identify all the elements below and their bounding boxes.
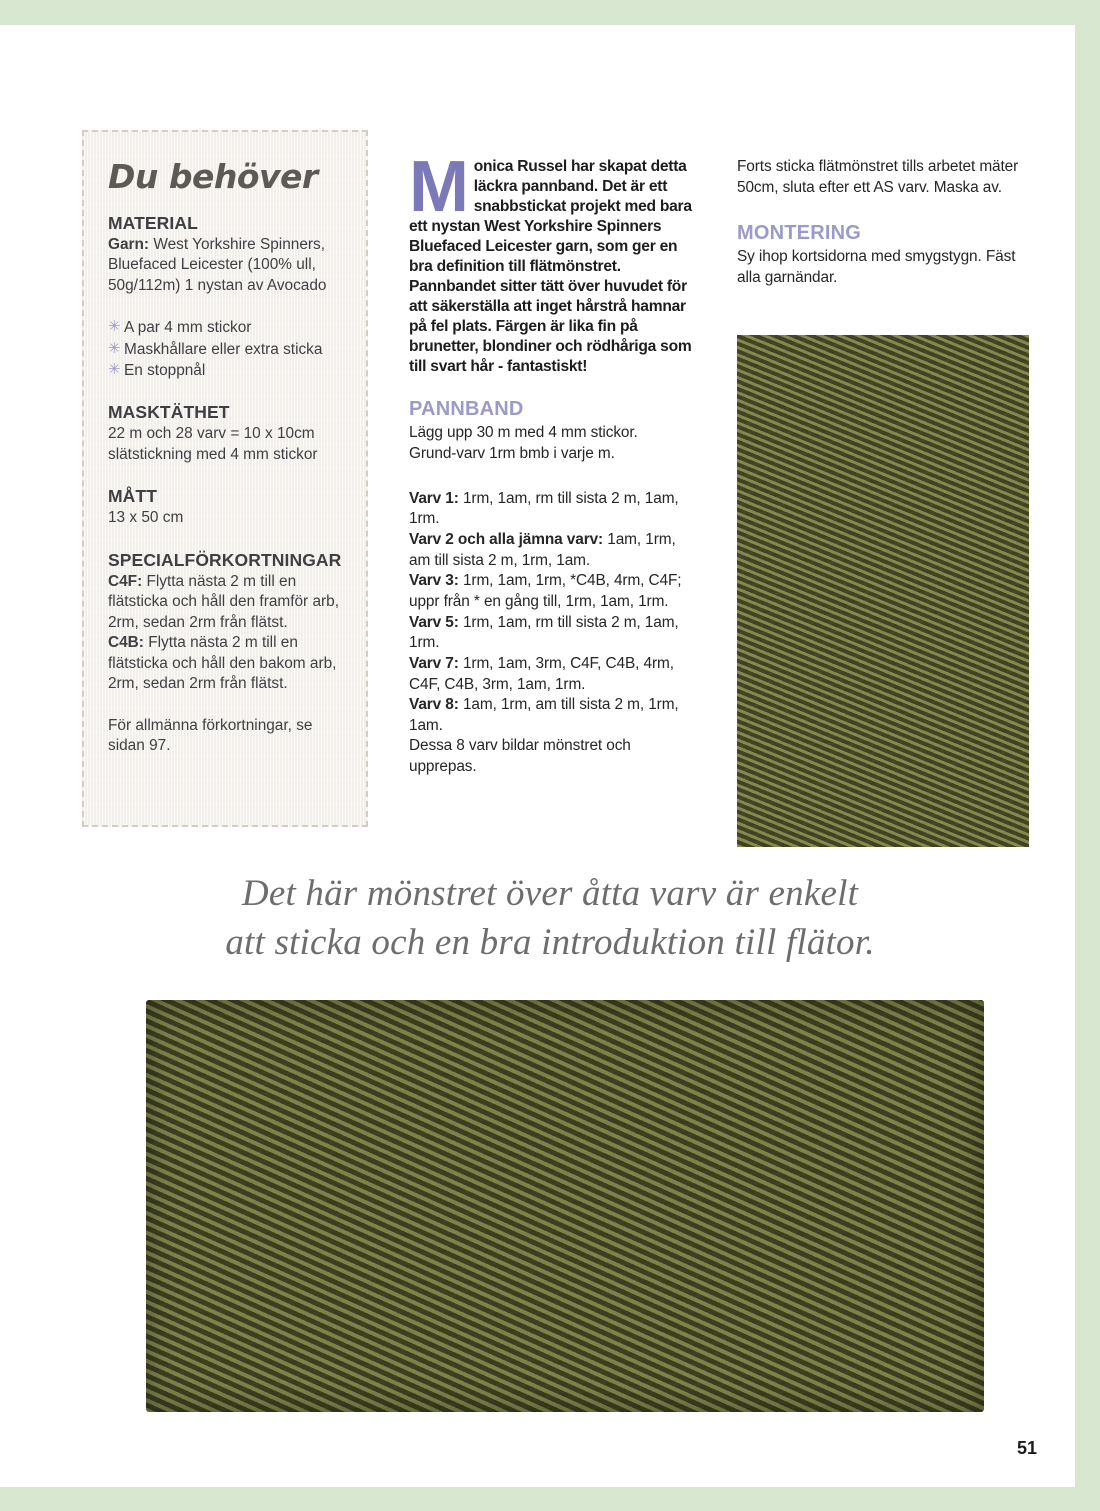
abbreviation-c4b <box>108 633 344 694</box>
page-number: 51 <box>1016 1438 1037 1458</box>
asterisk-icon: ✳ <box>108 318 121 336</box>
repeat-note: Dessa 8 varv bildar mönstret och upprepas. <box>409 737 631 776</box>
material-heading: MATERIAL <box>108 213 198 233</box>
abbreviation-c4f <box>108 572 344 633</box>
row-label: Varv 5: <box>409 613 459 631</box>
gauge-text: 22 m och 28 varv = 10 x 10cm slätstickning med 4 mm stickor <box>108 425 318 463</box>
row-text: 1rm, 1am, rm till sista 2 m, 1am, 1rm. <box>409 489 679 528</box>
supplies-list <box>108 317 344 381</box>
row-text: 1rm, 1am, 1rm, *C4B, 4rm, C4F; uppr från * en gång till, 1rm, 1am, 1rm. <box>409 572 682 610</box>
list-item <box>108 360 344 381</box>
pattern-row <box>409 613 699 654</box>
c4b-text: Flytta nästa 2 m till en flätsticka och håll den bakom arb, 2rm, sedan 2rm från flätst. <box>108 634 337 693</box>
pattern-rows <box>409 489 699 778</box>
yarn-label: Garn: <box>108 236 150 253</box>
supply-label: En stoppnål <box>124 361 206 379</box>
pull-quote <box>120 870 980 968</box>
material-yarn-text <box>108 235 344 296</box>
drop-cap: M <box>409 147 469 227</box>
pattern-row <box>409 530 699 571</box>
list-item <box>108 317 344 338</box>
intro-text: onica Russel har skapat detta läckra pannband. Det är ett snabbstickat projekt med bara ett nystan West Yorkshire Spinners Bluefaced Leicester garn, som ger en bra definition till flätmönstret. Pannbandet sitter tätt över huvudet för att säkerställa att inget hårstrå hamnar på fel plats. Färgen är lika fin på brunetter, blondiner och rödhåriga som till svart hår - fantastiskt! <box>409 158 692 375</box>
asterisk-icon: ✳ <box>108 360 121 378</box>
headband-photo <box>146 1000 984 1412</box>
c4f-label: C4F: <box>108 572 143 590</box>
c4f-text: Flytta nästa 2 m till en flätsticka och håll den framför arb, 2rm, sedan 2rm från flätst. <box>108 572 339 631</box>
row-label: Varv 8: <box>409 696 459 714</box>
row-text: 1rm, 1am, 3rm, C4F, C4B, 4rm, C4F, C4B, 3rm, 1am, 1rm. <box>409 654 674 693</box>
pattern-row <box>409 571 699 612</box>
list-item <box>108 339 344 360</box>
cast-on-text: Lägg upp 30 m med 4 mm stickor. <box>409 424 638 442</box>
supply-label: A par 4 mm stickor <box>124 319 252 337</box>
yarn-value: West Yorkshire Spinners, Bluefaced Leicester (100% ull, 50g/112m) 1 nystan av Avocado <box>108 236 327 294</box>
c4b-label: C4B: <box>108 634 144 652</box>
pull-quote-line-1: Det här mönstret över åtta varv är enkelt <box>241 873 859 914</box>
page-sheet <box>0 25 1075 1487</box>
pannband-heading: PANNBAND <box>409 398 524 421</box>
pattern-row <box>409 489 699 530</box>
row-text: 1rm, 1am, rm till sista 2 m, 1am, 1rm. <box>409 613 679 652</box>
gauge-heading: MASKTÄTHET <box>108 402 230 423</box>
middle-column <box>409 147 699 778</box>
du-behover-box <box>82 130 368 827</box>
right-column <box>737 157 1027 289</box>
pattern-row <box>409 695 699 736</box>
pull-quote-line-2: att sticka och en bra introduktion till flätor. <box>225 921 875 963</box>
row-label: Varv 2 och alla jämna varv: <box>409 531 604 549</box>
row-text: 1am, 1rm, am till sista 2 m, 1rm, 1am. <box>409 531 676 569</box>
continuation-text: Forts sticka flätmönstret tills arbetet mäter 50cm, sluta efter ett AS varv. Maska av. <box>737 158 1019 196</box>
abbreviations-heading: SPECIALFÖRKORTNINGAR <box>108 549 342 570</box>
three-column-layout <box>0 25 1075 1487</box>
intro-paragraph <box>409 147 699 376</box>
montering-text: Sy ihop kortsidorna med smygstygn. Fäst alla garnändar. <box>737 248 1016 286</box>
du-behover-title: Du behöver <box>108 157 318 196</box>
row-label: Varv 1: <box>409 489 459 507</box>
pattern-row <box>409 654 699 695</box>
measurements-heading: MÅTT <box>108 486 157 507</box>
asterisk-icon: ✳ <box>108 339 121 357</box>
row-label: Varv 7: <box>409 654 459 672</box>
base-row-text: Grund-varv 1rm bmb i varje m. <box>409 445 615 463</box>
abbreviations-footnote: För allmänna förkortningar, se sidan 97. <box>108 716 313 755</box>
supply-label: Maskhållare eller extra sticka <box>124 340 323 358</box>
cable-swatch-photo <box>737 335 1029 847</box>
montering-heading: MONTERING <box>737 222 862 245</box>
measurements-text: 13 x 50 cm <box>108 509 184 527</box>
row-text: 1am, 1rm, am till sista 2 m, 1rm, 1am. <box>409 696 679 734</box>
row-label: Varv 3: <box>409 572 459 590</box>
